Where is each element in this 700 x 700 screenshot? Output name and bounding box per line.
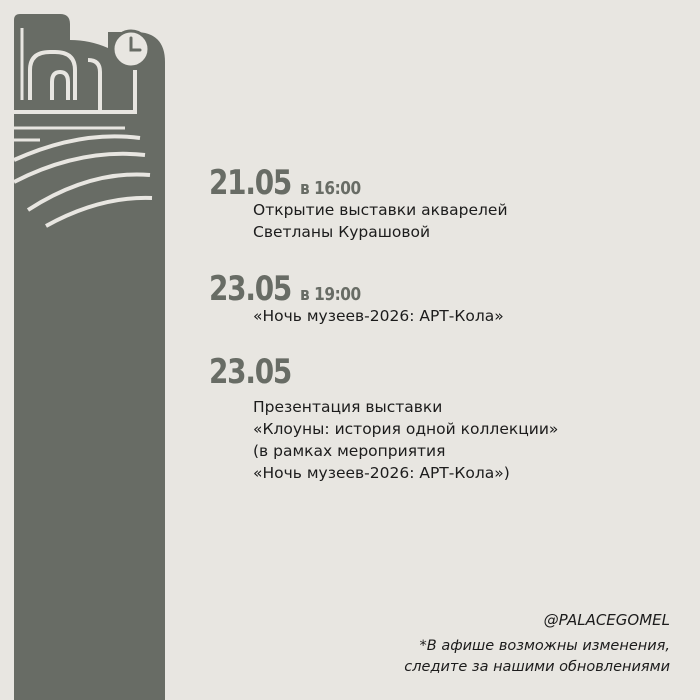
disclaimer-line: следите за нашими обновлениями (404, 659, 670, 675)
social-handle: @PALACEGOMEL (543, 611, 670, 629)
event-date-line (209, 352, 558, 392)
event-description (253, 396, 558, 484)
event-description-line: «Ночь музеев-2026: АРТ-Кола» (253, 307, 504, 325)
event-1 (209, 163, 508, 243)
event-description (253, 199, 508, 243)
clock-icon (110, 28, 152, 70)
event-description-line: Презентация выставки (253, 398, 443, 416)
event-description-line: Светланы Курашовой (253, 223, 431, 241)
palace-logo-graphic (0, 0, 170, 700)
event-3 (209, 352, 558, 484)
event-date-line (209, 163, 508, 203)
disclaimer-line: *В афише возможны изменения, (419, 638, 670, 654)
event-description-line: «Клоуны: история одной коллекции» (253, 420, 559, 438)
event-time: в 16:00 (300, 178, 361, 199)
event-description-line: «Ночь музеев-2026: АРТ-Кола») (253, 464, 510, 482)
event-date: 21.05 (209, 163, 292, 203)
disclaimer-note (404, 636, 670, 678)
event-description-line: (в рамках мероприятия (253, 442, 446, 460)
event-description-line: Открытие выставки акварелей (253, 201, 508, 219)
event-2 (209, 269, 504, 327)
event-date: 23.05 (209, 352, 292, 392)
event-date: 23.05 (209, 269, 292, 309)
event-date-line (209, 269, 504, 309)
event-time: в 19:00 (300, 284, 361, 305)
